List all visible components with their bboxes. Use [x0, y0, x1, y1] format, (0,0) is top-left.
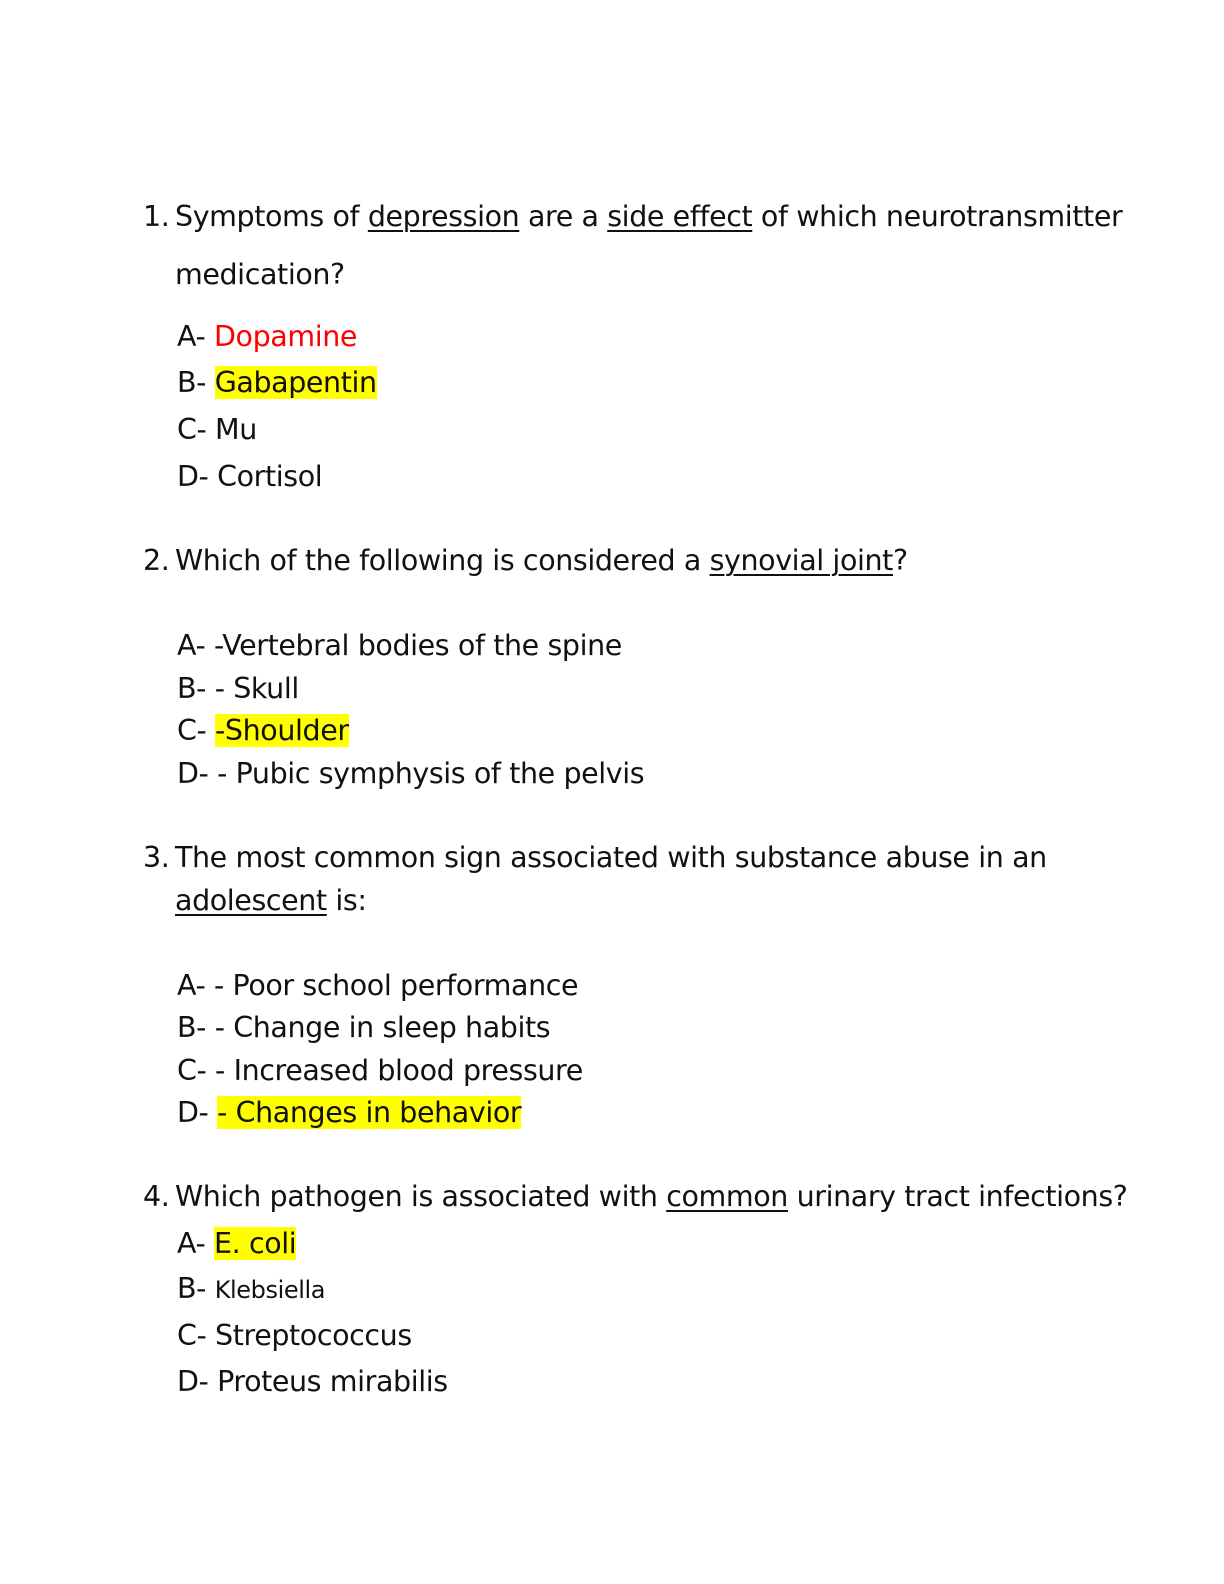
highlighted-answer: -Shoulder: [215, 714, 349, 747]
underlined-term: adolescent: [175, 884, 327, 917]
option-1c: C- Mu: [177, 413, 257, 446]
option-2a: A- -Vertebral bodies of the spine: [177, 629, 622, 662]
question-number: 1.: [143, 200, 170, 233]
option-2c: C- -Shoulder: [177, 714, 349, 747]
option-3a: A- - Poor school performance: [177, 969, 579, 1002]
option-3b: B- - Change in sleep habits: [177, 1011, 551, 1044]
option-2d: D- - Pubic symphysis of the pelvis: [177, 757, 645, 790]
question-number: 2.: [143, 544, 170, 577]
option-1b: B- Gabapentin: [177, 366, 377, 399]
red-answer-text: Dopamine: [214, 320, 358, 353]
underlined-term: synovial joint: [709, 544, 893, 577]
option-4d: D- Proteus mirabilis: [177, 1365, 448, 1398]
option-4a: A- E. coli: [177, 1227, 297, 1260]
option-3d: D- - Changes in behavior: [177, 1096, 522, 1129]
underlined-term: depression: [367, 200, 520, 233]
question-3-continuation: adolescent is:: [175, 884, 367, 917]
question-1-text: 1. Symptoms of depression are a side effect of which neurotransmitter: [143, 200, 1123, 233]
option-4b: B- Klebsiella: [177, 1272, 326, 1305]
question-4-text: 4. Which pathogen is associated with common urinary tract infections?: [143, 1180, 1128, 1213]
question-number: 4.: [143, 1180, 170, 1213]
question-3-text: 3. The most common sign associated with substance abuse in an: [143, 841, 1047, 874]
question-number: 3.: [143, 841, 170, 874]
option-3c: C- - Increased blood pressure: [177, 1054, 583, 1087]
underlined-term: side effect: [607, 200, 753, 233]
highlighted-answer: - Changes in behavior: [217, 1096, 522, 1129]
question-2-text: 2. Which of the following is considered a synovial joint?: [143, 544, 908, 577]
option-2b: B- - Skull: [177, 672, 299, 705]
option-1a: A- Dopamine: [177, 320, 358, 353]
highlighted-answer: E. coli: [214, 1227, 297, 1260]
underlined-term: common: [666, 1180, 788, 1213]
question-1-continuation: medication?: [175, 258, 345, 291]
highlighted-answer: Gabapentin: [214, 366, 377, 399]
option-1d: D- Cortisol: [177, 460, 323, 493]
option-4c: C- Streptococcus: [177, 1319, 412, 1352]
